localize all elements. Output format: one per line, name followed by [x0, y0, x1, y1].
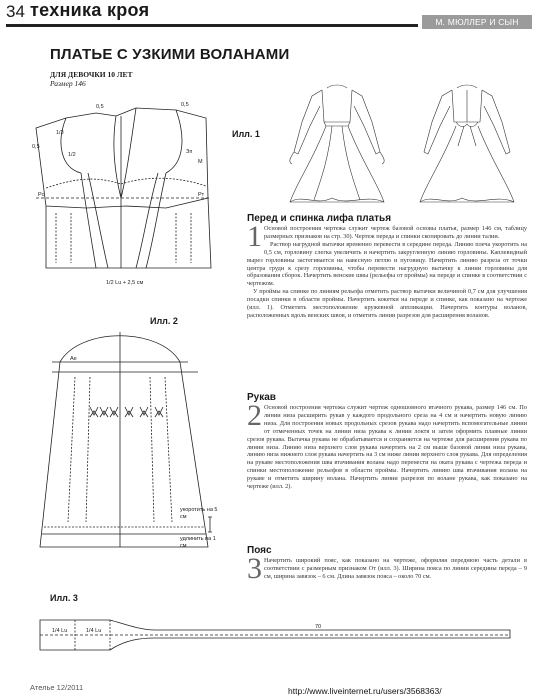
sleeve-lengthen-note: удлинить на 1 см: [180, 536, 216, 549]
sleeve-paragraph-1: Основой построения чертежа служит чертеж одношовного втачного рукава, размер 146 см. По линии низа расширить рукав у каждого продольного среза на 4 см и начертить новую линию низа. Для построения новых продольных срезов рукава надо начертить вспомогательные линии от отмеченных точек на линии низа рукава к линии локтя и затем оформить плавные линии срезов рукава. Вытачка рукава не обрабатывается и сохраняется на чертеже для расширения рукава по линии низа. Линию низа верхнего слоя рукава начертить на 2 см выше базовой линии низа рукава, линию низа нижнего слоя рукава начертить на 3 см ниже линии верхнего слоя рукава. Для определения на рукаве местоположения шва втачивания волана надо перенести на оката рукава с чертежа переда и спинки местоположение рельефов в области проймы. Начертить линию шва втачивания волана на рукаве и отметить ширину волана. Начертить линии разрезов по волане рукава, как показано на чертеже (илл. 2).: [247, 404, 527, 491]
header-rule: [6, 24, 418, 27]
ill1-label-10: Зп: [186, 149, 193, 155]
article-title: ПЛАТЬЕ С УЗКИМИ ВОЛАНАМИ: [50, 46, 290, 63]
section-heading-bodice: Перед и спинка лифа платья: [247, 213, 392, 224]
dropcap-1: 1: [247, 220, 262, 253]
ill1-label-2: 0,5: [181, 102, 189, 108]
page-number: 34: [6, 2, 25, 21]
bodice-paragraph-1: Основой построения чертежа служит чертеж базовой основы платья, размер 146 см, таблицу размерных признаков на стр. 30). Чертеж переда и спинки скопировать до линии талии.: [264, 225, 527, 240]
bodice-paragraph-3: У проймы на спинке по линиям рельефа отметить раствор вытачки величиной 0,7 см для улучшения посадки спинки в области проймы. Начертить кокетки на переде и спинке, как показано на чертеже (илл. 1). Отметить местоположение кружевной аппликации. Начертить контуры воланов, расположенных вдоль венских швов, и отметить линии разрезов для расширения воланов.: [247, 288, 527, 319]
ill1-caption: Илл. 1: [232, 129, 260, 139]
ill1-label-3: 1/3: [56, 130, 64, 136]
ill2-caption: Илл. 2: [150, 316, 178, 326]
dropcap-2: 2: [247, 399, 262, 432]
ill3-label-a: 1/4 Lu: [52, 628, 68, 634]
sleeve-shorten-note: укоротить на 5 см: [180, 507, 218, 520]
section-sleeve-text: [247, 399, 527, 491]
footer-magazine: Ателье 12/2011: [30, 683, 84, 692]
ill3-caption: Илл. 3: [50, 593, 78, 603]
ill1-label-4: 1/2: [68, 152, 76, 158]
dropcap-3: 3: [247, 552, 262, 585]
pattern-sleeve-drawing: [30, 322, 220, 562]
ill1-label-8: Рт: [198, 192, 205, 198]
section-belt-text: [247, 552, 527, 585]
section-bodice-text: [247, 220, 527, 320]
ill1-label-9: М: [198, 159, 203, 165]
ill1-label-6: 1/2 Lu + 2,5 см: [106, 280, 144, 286]
ill1-label-7: Рс: [38, 192, 45, 198]
dress-back-sketch: [412, 82, 522, 207]
ill2-label-ae: Ае: [70, 356, 77, 362]
article-subtitle: ДЛЯ ДЕВОЧКИ 10 ЛЕТ: [50, 70, 133, 79]
ill3-label-c: 70: [315, 624, 322, 630]
ill3-label-b: 1/4 Lu: [86, 628, 102, 634]
section-heading-sleeve: Рукав: [247, 392, 276, 403]
section-heading-belt: Пояс: [247, 545, 272, 556]
section-title: техника кроя: [30, 0, 150, 20]
ill1-label-1: 0,5: [96, 104, 104, 110]
pattern-belt-drawing: [30, 610, 530, 660]
ill1-label-5: 0,5: [32, 144, 40, 150]
footer-url[interactable]: http://www.liveinternet.ru/users/3568363/: [288, 686, 442, 696]
publisher-badge: М. МЮЛЛЕР И СЫН: [422, 15, 532, 29]
dress-front-sketch: [282, 82, 392, 207]
article-size: Размер 146: [50, 79, 86, 88]
belt-paragraph-1: Начертить широкий пояс, как показано на чертеже, оформляя переднюю часть детали в соответствии с размерным признаком От (илл. 3). Ширина пояса по линии середины переда – 9 см, ширина завязок – 6 см. Длина завязок пояса – около 70 см.: [264, 557, 527, 580]
bodice-paragraph-2: Раствор нагрудной вытачки временно перевести в середине переда. Линию плеча укоротить на 0,5 см, горловину слегка увеличить и начертить закругленную линию горловины. Каплевидный вырез горловины застегивается на навесную петлю и пуговицу. Начертить линию разреза от точки центра груди к срезу горловины, чтобы перевести нагрудную вытачку к линии горловины для образования сборок. Начертить венские швы (рельефы от проймы) на переде и спинке в соответствии с чертежом.: [247, 240, 527, 288]
pattern-bodice-drawing: [26, 88, 226, 288]
